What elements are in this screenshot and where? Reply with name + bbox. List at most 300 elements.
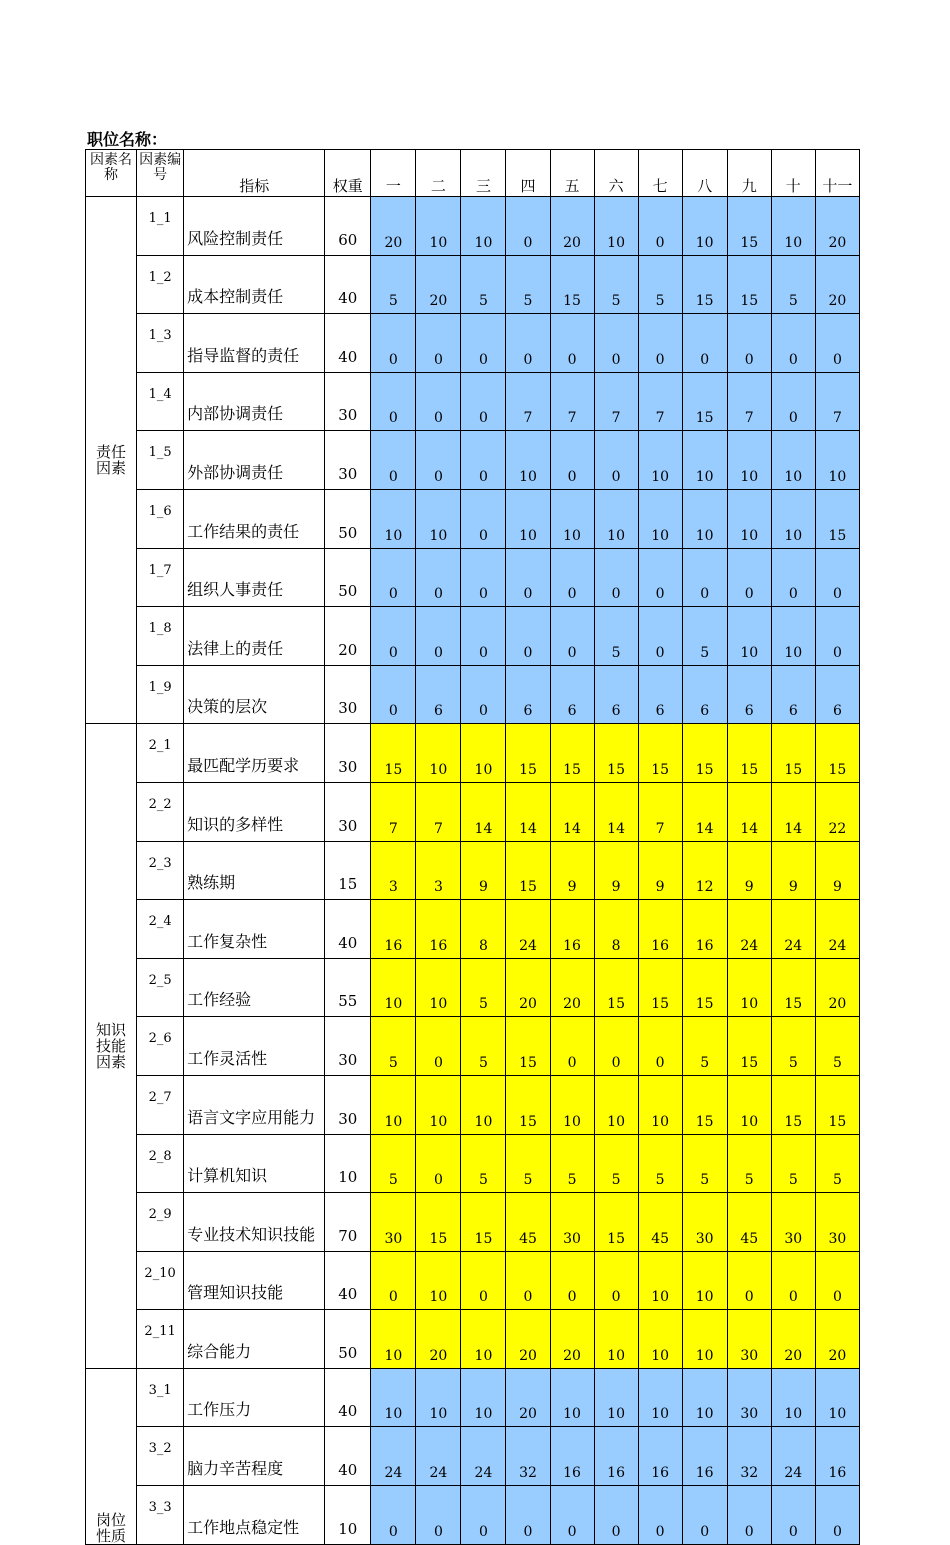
score-cell[interactable]: 15 (682, 958, 727, 1017)
score-cell[interactable]: 5 (506, 255, 550, 314)
score-cell[interactable]: 30 (371, 1193, 416, 1252)
score-cell[interactable]: 7 (371, 782, 416, 841)
score-cell[interactable]: 0 (416, 1486, 461, 1545)
score-cell[interactable]: 0 (371, 1251, 416, 1310)
score-cell[interactable]: 0 (594, 1017, 638, 1076)
score-cell[interactable]: 10 (727, 431, 771, 490)
score-cell[interactable]: 15 (682, 372, 727, 431)
score-cell[interactable]: 10 (416, 489, 461, 548)
score-cell[interactable]: 7 (550, 372, 594, 431)
score-cell[interactable]: 0 (550, 431, 594, 490)
weight-value: 40 (325, 255, 371, 314)
score-cell[interactable]: 30 (727, 1310, 771, 1369)
score-cell[interactable]: 0 (727, 1251, 771, 1310)
score-cell[interactable]: 15 (771, 724, 815, 783)
score-cell[interactable]: 10 (461, 724, 506, 783)
weight-value: 10 (325, 1134, 371, 1193)
score-cell[interactable]: 15 (638, 724, 682, 783)
score-cell[interactable]: 20 (771, 1310, 815, 1369)
score-cell[interactable]: 0 (638, 197, 682, 256)
score-cell[interactable]: 10 (371, 489, 416, 548)
score-cell[interactable]: 6 (416, 665, 461, 724)
score-cell[interactable]: 0 (771, 1486, 815, 1545)
score-cell[interactable]: 5 (771, 1134, 815, 1193)
score-cell[interactable]: 15 (506, 841, 550, 900)
score-cell[interactable]: 0 (550, 607, 594, 666)
table-row (86, 1368, 860, 1427)
score-cell[interactable]: 7 (416, 782, 461, 841)
score-cell[interactable]: 10 (771, 489, 815, 548)
score-cell[interactable]: 30 (727, 1368, 771, 1427)
score-cell[interactable]: 7 (638, 782, 682, 841)
score-cell[interactable]: 0 (416, 607, 461, 666)
score-cell[interactable]: 0 (461, 431, 506, 490)
score-cell[interactable]: 10 (727, 489, 771, 548)
score-cell[interactable]: 20 (815, 958, 859, 1017)
score-cell[interactable]: 15 (771, 958, 815, 1017)
score-cell[interactable]: 5 (550, 1134, 594, 1193)
indicator-name: 法律上的责任 (184, 607, 325, 666)
table-row (86, 782, 860, 841)
factor-code: 3_1 (137, 1368, 184, 1427)
score-cell[interactable]: 15 (594, 958, 638, 1017)
score-cell[interactable]: 10 (371, 1310, 416, 1369)
score-cell[interactable]: 20 (371, 197, 416, 256)
score-cell[interactable]: 10 (727, 1075, 771, 1134)
score-cell[interactable]: 20 (550, 197, 594, 256)
score-cell[interactable]: 5 (461, 1134, 506, 1193)
score-cell[interactable]: 0 (371, 548, 416, 607)
indicator-name: 专业技术知识技能 (184, 1193, 325, 1252)
score-cell[interactable]: 0 (461, 1251, 506, 1310)
score-cell[interactable]: 14 (461, 782, 506, 841)
score-cell[interactable]: 5 (371, 1017, 416, 1076)
score-cell[interactable]: 5 (371, 1134, 416, 1193)
weight-value: 15 (325, 841, 371, 900)
score-cell[interactable]: 3 (416, 841, 461, 900)
score-cell[interactable]: 10 (682, 431, 727, 490)
score-cell[interactable]: 5 (461, 255, 506, 314)
score-cell[interactable]: 16 (815, 1427, 859, 1486)
score-cell[interactable]: 5 (815, 1134, 859, 1193)
score-cell[interactable]: 30 (771, 1193, 815, 1252)
score-cell[interactable]: 15 (815, 724, 859, 783)
score-cell[interactable]: 45 (727, 1193, 771, 1252)
score-cell[interactable]: 9 (594, 841, 638, 900)
score-cell[interactable]: 10 (371, 1075, 416, 1134)
factor-code: 2_2 (137, 782, 184, 841)
indicator-name: 风险控制责任 (184, 197, 325, 256)
factor-code: 2_5 (137, 958, 184, 1017)
score-cell[interactable]: 10 (416, 197, 461, 256)
score-cell[interactable]: 0 (682, 1486, 727, 1545)
score-cell[interactable]: 15 (682, 724, 727, 783)
score-cell[interactable]: 0 (461, 1486, 506, 1545)
score-cell[interactable]: 9 (815, 841, 859, 900)
score-cell[interactable]: 5 (638, 255, 682, 314)
score-cell[interactable]: 0 (682, 548, 727, 607)
score-cell[interactable]: 6 (638, 665, 682, 724)
score-cell[interactable]: 7 (638, 372, 682, 431)
score-cell[interactable]: 15 (638, 958, 682, 1017)
score-cell[interactable]: 10 (771, 1368, 815, 1427)
factor-code: 2_6 (137, 1017, 184, 1076)
score-cell[interactable]: 24 (771, 1427, 815, 1486)
score-cell[interactable]: 24 (771, 900, 815, 959)
score-cell[interactable]: 45 (638, 1193, 682, 1252)
score-cell[interactable]: 15 (727, 1017, 771, 1076)
header-level: 三 (461, 150, 506, 197)
score-cell[interactable]: 24 (416, 1427, 461, 1486)
score-cell[interactable]: 0 (550, 1486, 594, 1545)
score-cell[interactable]: 0 (506, 197, 550, 256)
score-cell[interactable]: 16 (638, 1427, 682, 1486)
score-cell[interactable]: 0 (506, 1251, 550, 1310)
weight-value: 55 (325, 958, 371, 1017)
score-cell[interactable]: 14 (771, 782, 815, 841)
score-cell[interactable]: 16 (371, 900, 416, 959)
score-cell[interactable]: 24 (506, 900, 550, 959)
score-cell[interactable]: 16 (550, 1427, 594, 1486)
score-cell[interactable]: 0 (550, 548, 594, 607)
score-cell[interactable]: 0 (815, 548, 859, 607)
score-cell[interactable]: 10 (506, 489, 550, 548)
score-cell[interactable]: 20 (506, 958, 550, 1017)
score-cell[interactable]: 0 (638, 314, 682, 373)
score-cell[interactable]: 0 (638, 607, 682, 666)
score-cell[interactable]: 7 (727, 372, 771, 431)
indicator-name: 综合能力 (184, 1310, 325, 1369)
score-cell[interactable]: 0 (461, 607, 506, 666)
score-cell[interactable]: 0 (815, 1251, 859, 1310)
score-cell[interactable]: 10 (371, 1368, 416, 1427)
score-cell[interactable]: 20 (815, 197, 859, 256)
score-cell[interactable]: 0 (371, 1486, 416, 1545)
score-cell[interactable]: 14 (550, 782, 594, 841)
score-cell[interactable]: 14 (727, 782, 771, 841)
score-cell[interactable]: 20 (815, 1310, 859, 1369)
score-cell[interactable]: 10 (682, 1368, 727, 1427)
score-cell[interactable]: 5 (594, 255, 638, 314)
score-cell[interactable]: 10 (594, 1368, 638, 1427)
score-cell[interactable]: 20 (506, 1310, 550, 1369)
score-cell[interactable]: 9 (461, 841, 506, 900)
score-cell[interactable]: 16 (682, 1427, 727, 1486)
score-cell[interactable]: 9 (550, 841, 594, 900)
score-cell[interactable]: 10 (461, 1075, 506, 1134)
score-cell[interactable]: 16 (682, 900, 727, 959)
indicator-name: 脑力辛苦程度 (184, 1427, 325, 1486)
header-level: 八 (682, 150, 727, 197)
score-cell[interactable]: 6 (727, 665, 771, 724)
score-cell[interactable]: 15 (506, 724, 550, 783)
score-cell[interactable]: 5 (461, 958, 506, 1017)
score-cell[interactable]: 6 (815, 665, 859, 724)
score-cell[interactable]: 20 (416, 255, 461, 314)
score-cell[interactable]: 10 (371, 958, 416, 1017)
score-cell[interactable]: 10 (594, 1310, 638, 1369)
score-cell[interactable]: 32 (506, 1427, 550, 1486)
score-cell[interactable]: 30 (815, 1193, 859, 1252)
indicator-name: 工作复杂性 (184, 900, 325, 959)
score-cell[interactable]: 10 (416, 1075, 461, 1134)
factor-code: 1_9 (137, 665, 184, 724)
score-cell[interactable]: 0 (638, 1486, 682, 1545)
score-cell[interactable]: 0 (506, 607, 550, 666)
score-cell[interactable]: 10 (638, 489, 682, 548)
score-cell[interactable]: 16 (638, 900, 682, 959)
score-cell[interactable]: 0 (594, 431, 638, 490)
score-cell[interactable]: 5 (771, 255, 815, 314)
score-cell[interactable]: 8 (594, 900, 638, 959)
score-cell[interactable]: 0 (594, 548, 638, 607)
score-cell[interactable]: 45 (506, 1193, 550, 1252)
score-cell[interactable]: 10 (815, 431, 859, 490)
score-cell[interactable]: 0 (815, 314, 859, 373)
score-cell[interactable]: 15 (682, 1075, 727, 1134)
weight-value: 40 (325, 900, 371, 959)
score-cell[interactable]: 5 (727, 1134, 771, 1193)
score-cell[interactable]: 20 (550, 1310, 594, 1369)
score-cell[interactable]: 0 (550, 314, 594, 373)
header-row (86, 150, 860, 197)
score-cell[interactable]: 15 (461, 1193, 506, 1252)
score-cell[interactable]: 6 (550, 665, 594, 724)
score-cell[interactable]: 15 (594, 724, 638, 783)
score-cell[interactable]: 14 (594, 782, 638, 841)
score-cell[interactable]: 15 (771, 1075, 815, 1134)
score-cell[interactable]: 12 (682, 841, 727, 900)
score-cell[interactable]: 10 (638, 431, 682, 490)
score-cell[interactable]: 6 (682, 665, 727, 724)
score-cell[interactable]: 5 (371, 255, 416, 314)
score-cell[interactable]: 15 (550, 724, 594, 783)
score-cell[interactable]: 24 (727, 900, 771, 959)
score-cell[interactable]: 9 (638, 841, 682, 900)
score-cell[interactable]: 0 (371, 314, 416, 373)
score-cell[interactable]: 10 (638, 1368, 682, 1427)
header-level: 五 (550, 150, 594, 197)
weight-value: 30 (325, 782, 371, 841)
score-cell[interactable]: 10 (682, 197, 727, 256)
score-cell[interactable]: 10 (682, 1310, 727, 1369)
score-cell[interactable]: 30 (682, 1193, 727, 1252)
score-cell[interactable]: 6 (594, 665, 638, 724)
score-cell[interactable]: 10 (461, 1368, 506, 1427)
score-cell[interactable]: 5 (506, 1134, 550, 1193)
score-cell[interactable]: 16 (550, 900, 594, 959)
score-cell[interactable]: 15 (550, 255, 594, 314)
indicator-name: 内部协调责任 (184, 372, 325, 431)
score-cell[interactable]: 20 (815, 255, 859, 314)
score-cell[interactable]: 9 (771, 841, 815, 900)
score-cell[interactable]: 0 (416, 314, 461, 373)
score-cell[interactable]: 5 (682, 1017, 727, 1076)
factor-code: 1_2 (137, 255, 184, 314)
score-cell[interactable]: 24 (371, 1427, 416, 1486)
score-cell[interactable]: 0 (815, 607, 859, 666)
factor-code: 2_9 (137, 1193, 184, 1252)
score-cell[interactable]: 0 (506, 548, 550, 607)
score-cell[interactable]: 20 (416, 1310, 461, 1369)
score-cell[interactable]: 5 (594, 1134, 638, 1193)
score-cell[interactable]: 0 (371, 372, 416, 431)
score-cell[interactable]: 10 (638, 1251, 682, 1310)
factor-table (85, 149, 860, 1545)
score-cell[interactable]: 6 (506, 665, 550, 724)
score-cell[interactable]: 8 (461, 900, 506, 959)
score-cell[interactable]: 5 (682, 1134, 727, 1193)
score-cell[interactable]: 0 (371, 607, 416, 666)
score-cell[interactable]: 0 (771, 314, 815, 373)
indicator-name: 外部协调责任 (184, 431, 325, 490)
score-cell[interactable]: 10 (416, 1368, 461, 1427)
score-cell[interactable]: 9 (727, 841, 771, 900)
score-cell[interactable]: 10 (682, 1251, 727, 1310)
score-cell[interactable]: 10 (506, 431, 550, 490)
score-cell[interactable]: 10 (550, 1368, 594, 1427)
score-cell[interactable]: 0 (682, 314, 727, 373)
score-cell[interactable]: 0 (594, 1251, 638, 1310)
score-cell[interactable]: 10 (550, 489, 594, 548)
score-cell[interactable]: 10 (461, 197, 506, 256)
table-row (86, 665, 860, 724)
score-cell[interactable]: 5 (815, 1017, 859, 1076)
score-cell[interactable]: 0 (550, 1017, 594, 1076)
weight-value: 40 (325, 1251, 371, 1310)
score-cell[interactable]: 5 (638, 1134, 682, 1193)
score-cell[interactable]: 0 (416, 372, 461, 431)
header-level: 四 (506, 150, 550, 197)
score-cell[interactable]: 15 (815, 489, 859, 548)
header-indicator: 指标 (184, 150, 325, 197)
score-cell[interactable]: 10 (461, 1310, 506, 1369)
score-cell[interactable]: 30 (550, 1193, 594, 1252)
score-cell[interactable]: 24 (815, 900, 859, 959)
score-cell[interactable]: 0 (371, 431, 416, 490)
score-cell[interactable]: 6 (771, 665, 815, 724)
score-cell[interactable]: 24 (461, 1427, 506, 1486)
score-cell[interactable]: 15 (815, 1075, 859, 1134)
score-cell[interactable]: 0 (771, 372, 815, 431)
factor-code: 2_1 (137, 724, 184, 783)
score-cell[interactable]: 0 (727, 314, 771, 373)
score-cell[interactable]: 0 (815, 1486, 859, 1545)
score-cell[interactable]: 10 (594, 1075, 638, 1134)
score-cell[interactable]: 10 (727, 607, 771, 666)
score-cell[interactable]: 0 (638, 548, 682, 607)
score-cell[interactable]: 15 (506, 1017, 550, 1076)
score-cell[interactable]: 0 (461, 489, 506, 548)
indicator-name: 计算机知识 (184, 1134, 325, 1193)
score-cell[interactable]: 5 (461, 1017, 506, 1076)
table-row (86, 1193, 860, 1252)
position-name-label: 职位名称： (87, 130, 168, 149)
score-cell[interactable]: 16 (594, 1427, 638, 1486)
score-cell[interactable]: 0 (416, 1017, 461, 1076)
score-cell[interactable]: 0 (416, 548, 461, 607)
score-cell[interactable]: 15 (727, 724, 771, 783)
indicator-name: 工作地点稳定性 (184, 1486, 325, 1545)
score-cell[interactable]: 10 (771, 197, 815, 256)
score-cell[interactable]: 16 (416, 900, 461, 959)
score-cell[interactable]: 0 (550, 1251, 594, 1310)
score-cell[interactable]: 0 (461, 314, 506, 373)
score-cell[interactable]: 20 (550, 958, 594, 1017)
score-cell[interactable]: 10 (815, 1368, 859, 1427)
score-cell[interactable]: 0 (771, 548, 815, 607)
score-cell[interactable]: 10 (594, 489, 638, 548)
table-row (86, 372, 860, 431)
score-cell[interactable]: 7 (815, 372, 859, 431)
score-cell[interactable]: 15 (371, 724, 416, 783)
score-cell[interactable]: 0 (416, 1134, 461, 1193)
score-cell[interactable]: 10 (682, 489, 727, 548)
score-cell[interactable]: 14 (682, 782, 727, 841)
score-cell[interactable]: 0 (416, 431, 461, 490)
score-cell[interactable]: 20 (506, 1368, 550, 1427)
factor-code: 2_11 (137, 1310, 184, 1369)
score-cell[interactable]: 15 (594, 1193, 638, 1252)
header-level: 七 (638, 150, 682, 197)
score-cell[interactable]: 7 (506, 372, 550, 431)
weight-value: 30 (325, 1017, 371, 1076)
score-cell[interactable]: 22 (815, 782, 859, 841)
score-cell[interactable]: 10 (416, 1251, 461, 1310)
score-cell[interactable]: 0 (506, 1486, 550, 1545)
score-cell[interactable]: 15 (682, 255, 727, 314)
score-cell[interactable]: 10 (638, 1075, 682, 1134)
score-cell[interactable]: 10 (594, 197, 638, 256)
score-cell[interactable]: 32 (727, 1427, 771, 1486)
score-cell[interactable]: 0 (461, 665, 506, 724)
indicator-name: 决策的层次 (184, 665, 325, 724)
score-cell[interactable]: 5 (682, 607, 727, 666)
score-cell[interactable]: 10 (550, 1075, 594, 1134)
score-cell[interactable]: 10 (416, 958, 461, 1017)
score-cell[interactable]: 5 (771, 1017, 815, 1076)
score-cell[interactable]: 0 (771, 1251, 815, 1310)
score-cell[interactable]: 0 (461, 372, 506, 431)
table-row (86, 900, 860, 959)
score-cell[interactable]: 0 (727, 548, 771, 607)
score-cell[interactable]: 15 (727, 255, 771, 314)
factor-code: 1_5 (137, 431, 184, 490)
indicator-name: 管理知识技能 (184, 1251, 325, 1310)
score-cell[interactable]: 10 (771, 607, 815, 666)
score-cell[interactable]: 15 (416, 1193, 461, 1252)
score-cell[interactable]: 0 (371, 665, 416, 724)
score-cell[interactable]: 10 (771, 431, 815, 490)
score-cell[interactable]: 10 (416, 724, 461, 783)
weight-value: 40 (325, 1368, 371, 1427)
score-cell[interactable]: 5 (594, 607, 638, 666)
score-cell[interactable]: 14 (506, 782, 550, 841)
score-cell[interactable]: 7 (594, 372, 638, 431)
factor-code: 3_3 (137, 1486, 184, 1545)
score-cell[interactable]: 10 (638, 1310, 682, 1369)
score-cell[interactable]: 0 (638, 1017, 682, 1076)
score-cell[interactable]: 0 (506, 314, 550, 373)
score-cell[interactable]: 0 (594, 314, 638, 373)
score-cell[interactable]: 0 (727, 1486, 771, 1545)
score-cell[interactable]: 10 (727, 958, 771, 1017)
score-cell[interactable]: 15 (506, 1075, 550, 1134)
score-cell[interactable]: 0 (594, 1486, 638, 1545)
score-cell[interactable]: 3 (371, 841, 416, 900)
score-cell[interactable]: 15 (727, 197, 771, 256)
score-cell[interactable]: 0 (461, 548, 506, 607)
